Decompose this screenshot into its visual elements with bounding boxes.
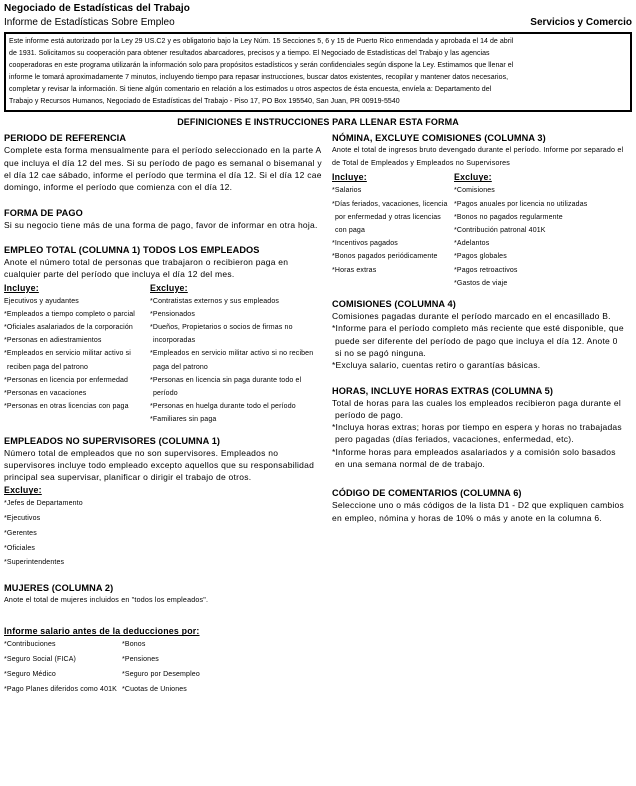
section-heading: Informe salario antes de la deducciones por:: [4, 626, 200, 637]
section-heading: COMISIONES (COLUMNA 4): [332, 299, 456, 310]
list-item: *Pensionados: [150, 310, 195, 318]
body-paragraph: Total de horas para las cuales los empleados recibieron paga durante el período de pago.: [332, 397, 621, 420]
list-item: *Personas en vacaciones: [4, 389, 87, 397]
include-label: Incluye:: [332, 172, 367, 183]
list-item: *Bonos no pagados regularmente: [454, 213, 563, 221]
list-item: *Días feriados, vacaciones, licencia por enfermedad y otras licencias con paga: [332, 200, 448, 235]
legal-notice-text: Este informe está autorizado por la Ley 29 US.C2 y es obligatorio bajo la Ley Núm. 15 Secciones 5, 6 y 15 de Puerto Rico enmendada y aprobada el 14 de abril de 1931. Solicitamos su cooperación para obtener resultados abarcadores, precisos y a tiempo. El Negociado de Estadísticas del Trabajo y las agencias cooperadoras en este programa utilizarán la información solo para propósitos estadísticos y serán confidenciales según dispone la Ley. Estimamos que llenar el informe le tomará aproximadamente 7 minutos, incluyendo tiempo para repasar instrucciones, buscar datos existentes, recopilar y mantener datos necesarios, completar y revisar la información. Si tiene algún comentario en relación a los estimados u otros aspectos de ésta encuesta, envíela a: Departamento del Trabajo y Recursos Humanos, Negociado de Estadísticas del Trabajo - Piso 17, PO Box 195540, San Juan, PR 00919-5540: [9, 38, 514, 105]
section-mujeres: [4, 582, 322, 607]
section-heading: EMPLEADOS NO SUPERVISORES (COLUMNA 1): [4, 435, 221, 446]
list-item: *Empleados en servicio militar activo si reciben paga del patrono: [4, 350, 131, 371]
section-heading: PERIODO DE REFERENCIA: [4, 133, 127, 144]
include-list: [332, 170, 454, 290]
list-item: *Personas en licencia sin paga durante todo el período: [150, 376, 302, 397]
list-item: *Contratistas externos y sus empleados: [150, 297, 280, 305]
exclude-label: Excluye:: [150, 282, 188, 293]
body-paragraph: *Incluya horas extras; horas por tiempo en espera y horas no trabajadas pero pagadas (días feriados, vacaciones, enfermedad, etc).: [332, 422, 622, 445]
list-item: *Gastos de viaje: [454, 279, 508, 287]
section-no-supervisores: [4, 435, 322, 570]
include-exclude-lists: [332, 170, 626, 290]
body-paragraph: *Informe para el período completo más reciente que esté disponible, que puede ser diferente del período de pago que incluya el día 12. Anote 0 si no se pagó ninguna.: [332, 323, 624, 358]
list-item: *Ejecutivos: [4, 515, 41, 523]
section-body: [332, 397, 626, 471]
section-body: Si su negocio tiene más de una forma de pago, favor de informar en otra hoja.: [4, 219, 318, 230]
list-item: *Pagos retroactivos: [454, 266, 518, 274]
exclude-list: [4, 497, 322, 569]
list-item: *Oficiales asalariados de la corporación: [4, 323, 133, 331]
list-item: *Horas extras: [332, 266, 377, 274]
section-heading: NÓMINA, EXCLUYE COMISIONES (COLUMNA 3): [332, 133, 546, 144]
section-body: [332, 310, 626, 371]
list-item: *Cuotas de Uniones: [122, 685, 187, 693]
body-paragraph: Comisiones pagadas durante el período marcado en el encasillado B.: [332, 311, 611, 322]
agency-title: Negociado de Estadísticas del Trabajo: [4, 3, 190, 14]
section-body: Seleccione uno o más códigos de la lista D1 - D2 que expliquen cambios en empleo, nómina y horas de 10% o más y anote en la columna 6.: [332, 500, 625, 523]
exclude-list: [150, 281, 322, 427]
list-item: *Personas en licencia por enfermedad: [4, 376, 129, 384]
list-item: *Seguro Social (FICA): [4, 656, 77, 664]
list-item: *Salarios: [332, 187, 362, 195]
section-heading: HORAS, INCLUYE HORAS EXTRAS (COLUMNA 5): [332, 385, 554, 396]
section-horas: [332, 385, 626, 471]
report-subtitle: Informe de Estadísticas Sobre Empleo: [4, 17, 175, 28]
list-item: *Seguro Médico: [4, 670, 56, 678]
exclude-label: Excluye:: [4, 485, 42, 496]
section-periodo-referencia: [4, 132, 322, 193]
section-informe-salario: [4, 624, 322, 697]
section-forma-pago: [4, 207, 322, 231]
list-item: *Personas en adiestramientos: [4, 337, 102, 345]
list-item: *Oficiales: [4, 544, 36, 552]
section-nomina: [332, 132, 626, 290]
left-column: [4, 132, 332, 697]
section-body: Anote el total de ingresos bruto devengado durante el período. Informe por separado el de Total de Empleados y Empleados no Supervisores: [332, 146, 624, 168]
list-item: *Personas en otras licencias con paga: [4, 403, 129, 411]
list-item: Ejecutivos y ayudantes: [4, 297, 79, 305]
section-body: Complete esta forma mensualmente para el período seleccionado en la parte A que incluya el día 12 del mes. Si su período de pago es semanal o bisemanal y el día 12 cae sábado, informe el período que termina el día 12. Si el día 12 cae domingo, informe el período que comienza con el día 12.: [4, 145, 322, 193]
list-item: *Gerentes: [4, 529, 37, 537]
deductions-lists: [4, 638, 322, 697]
section-heading: MUJERES (COLUMNA 2): [4, 583, 114, 594]
list-item: *Empleados en servicio militar activo si no reciben paga del patrono: [150, 350, 314, 371]
right-column: [332, 132, 626, 697]
list-item: *Superintendentes: [4, 559, 65, 567]
section-heading: CÓDIGO DE COMENTARIOS (COLUMNA 6): [332, 488, 522, 499]
include-label: Incluye:: [4, 282, 39, 293]
list-item: *Dueños, Propietarios o socios de firmas no incorporadas: [150, 323, 293, 345]
sector-label: Servicios y Comercio: [530, 17, 632, 28]
list-item: *Bonos: [122, 641, 146, 649]
page-title: DEFINICIONES E INSTRUCCIONES PARA LLENAR ESTA FORMA: [177, 117, 459, 128]
include-list: [4, 281, 150, 427]
list-item: *Incentivos pagados: [332, 240, 398, 248]
legal-notice-box: [4, 32, 632, 112]
list-item: *Jefes de Departamento: [4, 500, 83, 508]
list-item: *Comisiones: [454, 187, 495, 195]
list-item: *Pagos anuales por licencia no utilizadas: [454, 200, 588, 208]
list-item: *Personas en huelga durante todo el período: [150, 403, 296, 411]
exclude-label: Excluye:: [454, 172, 492, 183]
section-empleo-total: [4, 244, 322, 427]
section-body: Número total de empleados que no son supervisores. Empleados no supervisores incluye todo empleado excepto aquellos que su responsabilidad principal sea supervisar, planificar o dirigir el trabajo de otros.: [4, 447, 315, 483]
body-paragraph: *Excluya salario, cuentas retiro o garantías básicas.: [332, 360, 541, 371]
section-codigo-comentarios: [332, 487, 626, 524]
body-paragraph: *Informe horas para empleados asalariados y a comisión solo basados en una semana normal de de trabajo.: [332, 446, 616, 470]
list-item: *Bonos pagados periódicamente: [332, 253, 438, 261]
list-item: *Pensiones: [122, 656, 159, 664]
section-comisiones: [332, 298, 626, 371]
list-item: *Pago Planes diferidos como 401K: [4, 685, 117, 693]
deductions-column-2: [122, 638, 322, 697]
list-item: *Empleados a tiempo completo o parcial: [4, 310, 135, 318]
include-exclude-lists: [4, 281, 322, 427]
deductions-column-1: [4, 638, 122, 697]
exclude-list: [454, 170, 626, 290]
list-item: *Seguro por Desempleo: [122, 670, 200, 678]
list-item: *Pagos globales: [454, 253, 507, 261]
section-body: Anote el total de mujeres incluidos en "todos los empleados".: [4, 596, 209, 605]
list-item: *Adelantos: [454, 240, 490, 248]
list-item: *Contribuciones: [4, 641, 56, 649]
list-item: *Contribución patronal 401K: [454, 227, 546, 235]
section-body: Anote el número total de personas que trabajaron o recibieron paga en cualquier parte del período que incluya el día 12 del mes.: [4, 256, 289, 280]
two-column-layout: [4, 132, 632, 697]
section-heading: EMPLEO TOTAL (COLUMNA 1) TODOS LOS EMPLEADOS: [4, 244, 260, 255]
section-heading: FORMA DE PAGO: [4, 207, 83, 218]
document-header: [4, 2, 632, 29]
list-item: *Familiares sin paga: [150, 416, 217, 424]
